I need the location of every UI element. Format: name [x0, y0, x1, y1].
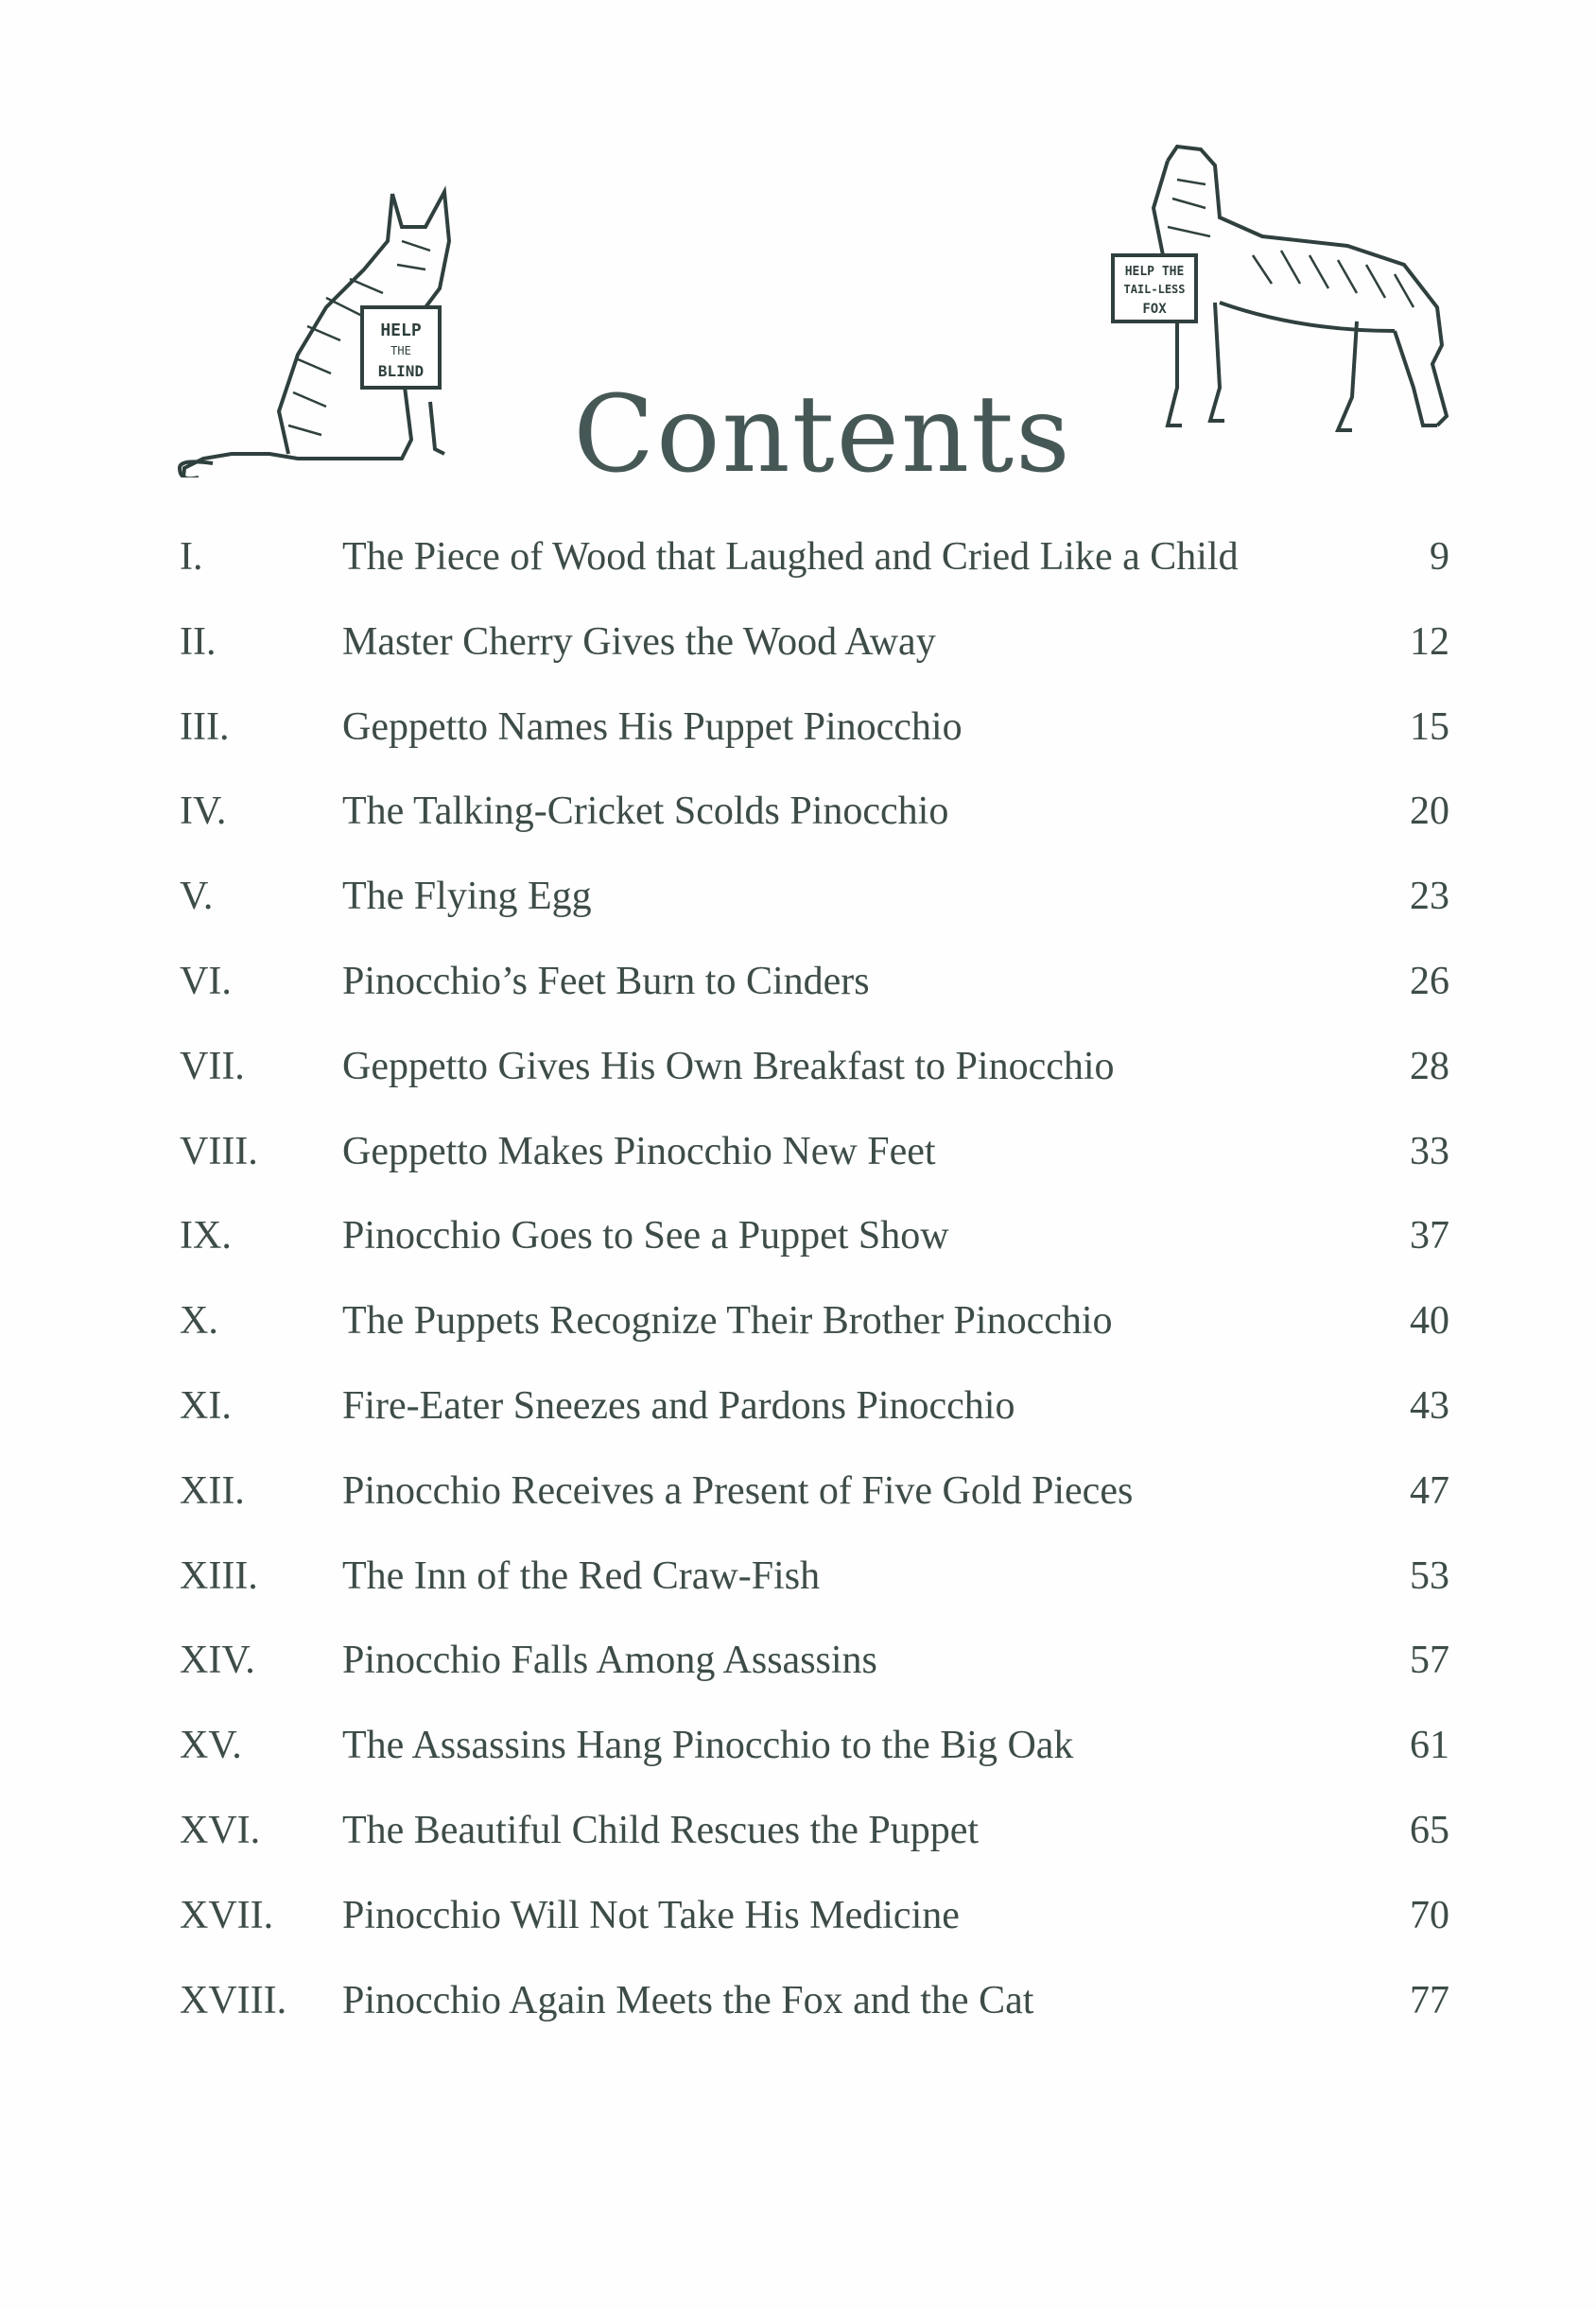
- page-number: 37: [1410, 1214, 1449, 1258]
- table-of-contents: [0, 518, 1596, 2046]
- page-number: 65: [1410, 1808, 1449, 1852]
- toc-entry[interactable]: [0, 1367, 1596, 1452]
- toc-entry[interactable]: [0, 943, 1596, 1028]
- toc-entry[interactable]: [0, 1622, 1596, 1707]
- page-number: 33: [1410, 1129, 1449, 1173]
- chapter-numeral: IX.: [180, 1214, 232, 1258]
- toc-entry[interactable]: [0, 772, 1596, 858]
- page-number: 15: [1410, 704, 1449, 749]
- chapter-title: Fire-Eater Sneezes and Pardons Pinocchio: [342, 1383, 1015, 1428]
- page-number: 40: [1410, 1299, 1449, 1344]
- svg-text:FOX: FOX: [1142, 302, 1167, 317]
- chapter-title: Master Cherry Gives the Wood Away: [342, 619, 936, 664]
- chapter-title: Geppetto Names His Puppet Pinocchio: [342, 704, 963, 749]
- chapter-numeral: X.: [180, 1299, 218, 1344]
- page-number: 9: [1430, 535, 1449, 579]
- svg-text:HELP: HELP: [380, 321, 422, 340]
- toc-entry[interactable]: [0, 858, 1596, 943]
- svg-text:BLIND: BLIND: [377, 362, 425, 380]
- chapter-numeral: XI.: [180, 1383, 232, 1428]
- toc-entry[interactable]: [0, 603, 1596, 688]
- chapter-title: The Assassins Hang Pinocchio to the Big Oak: [342, 1724, 1074, 1768]
- page-number: 47: [1410, 1468, 1449, 1513]
- page-number: 43: [1410, 1383, 1449, 1428]
- chapter-numeral: XVIII.: [180, 1978, 287, 2022]
- fox-illustration: [1111, 142, 1461, 454]
- toc-entry[interactable]: [0, 1452, 1596, 1537]
- page-number: 23: [1410, 875, 1449, 919]
- chapter-title: Pinocchio Again Meets the Fox and the Cat: [342, 1978, 1034, 2022]
- chapter-numeral: VI.: [180, 959, 232, 1003]
- chapter-numeral: III.: [180, 704, 230, 749]
- chapter-numeral: IV.: [180, 790, 227, 834]
- toc-entry[interactable]: [0, 1962, 1596, 2047]
- chapter-numeral: XIII.: [180, 1553, 258, 1598]
- chapter-title: Pinocchio Will Not Take His Medicine: [342, 1893, 960, 1937]
- chapter-title: The Piece of Wood that Laughed and Cried Like a Child: [342, 535, 1239, 579]
- chapter-title: The Talking-Cricket Scolds Pinocchio: [342, 790, 949, 834]
- toc-entry[interactable]: [0, 1792, 1596, 1877]
- svg-text:TAIL-LESS: TAIL-LESS: [1123, 283, 1186, 296]
- toc-entry[interactable]: [0, 1282, 1596, 1367]
- chapter-numeral: I.: [180, 535, 203, 579]
- toc-entry[interactable]: [0, 1113, 1596, 1198]
- chapter-numeral: XIV.: [180, 1639, 255, 1683]
- chapter-title: Geppetto Gives His Own Breakfast to Pinocchio: [342, 1044, 1115, 1088]
- chapter-title: Pinocchio Receives a Present of Five Gold Pieces: [342, 1468, 1134, 1513]
- cat-illustration: [175, 184, 477, 477]
- chapter-numeral: XII.: [180, 1468, 245, 1513]
- chapter-numeral: II.: [180, 619, 217, 664]
- chapter-title: Geppetto Makes Pinocchio New Feet: [342, 1129, 936, 1173]
- chapter-numeral: XVI.: [180, 1808, 261, 1852]
- toc-entry[interactable]: [0, 1197, 1596, 1282]
- page-number: 70: [1410, 1893, 1449, 1937]
- page-number: 77: [1410, 1978, 1449, 2022]
- toc-entry[interactable]: [0, 518, 1596, 603]
- chapter-title: The Flying Egg: [342, 875, 592, 919]
- chapter-numeral: XVII.: [180, 1893, 274, 1937]
- page-number: 12: [1410, 619, 1449, 664]
- svg-text:THE: THE: [390, 344, 411, 357]
- toc-entry[interactable]: [0, 1707, 1596, 1792]
- page-number: 26: [1410, 959, 1449, 1003]
- chapter-title: Pinocchio’s Feet Burn to Cinders: [342, 959, 870, 1003]
- chapter-numeral: VIII.: [180, 1129, 258, 1173]
- page-number: 28: [1410, 1044, 1449, 1088]
- chapter-title: Pinocchio Falls Among Assassins: [342, 1639, 877, 1683]
- page-number: 57: [1410, 1639, 1449, 1683]
- chapter-title: The Puppets Recognize Their Brother Pinocchio: [342, 1299, 1113, 1344]
- chapter-title: The Beautiful Child Rescues the Puppet: [342, 1808, 980, 1852]
- svg-text:HELP THE: HELP THE: [1124, 265, 1185, 279]
- page-number: 53: [1410, 1553, 1449, 1598]
- page-title: Contents: [573, 373, 1072, 497]
- page-number: 61: [1410, 1724, 1449, 1768]
- chapter-numeral: XV.: [180, 1724, 242, 1768]
- toc-entry[interactable]: [0, 1537, 1596, 1623]
- toc-entry[interactable]: [0, 688, 1596, 773]
- chapter-title: Pinocchio Goes to See a Puppet Show: [342, 1214, 949, 1258]
- chapter-numeral: V.: [180, 875, 214, 919]
- chapter-title: The Inn of the Red Craw-Fish: [342, 1553, 821, 1598]
- page-number: 20: [1410, 790, 1449, 834]
- toc-entry[interactable]: [0, 1877, 1596, 1962]
- toc-entry[interactable]: [0, 1028, 1596, 1113]
- chapter-numeral: VII.: [180, 1044, 245, 1088]
